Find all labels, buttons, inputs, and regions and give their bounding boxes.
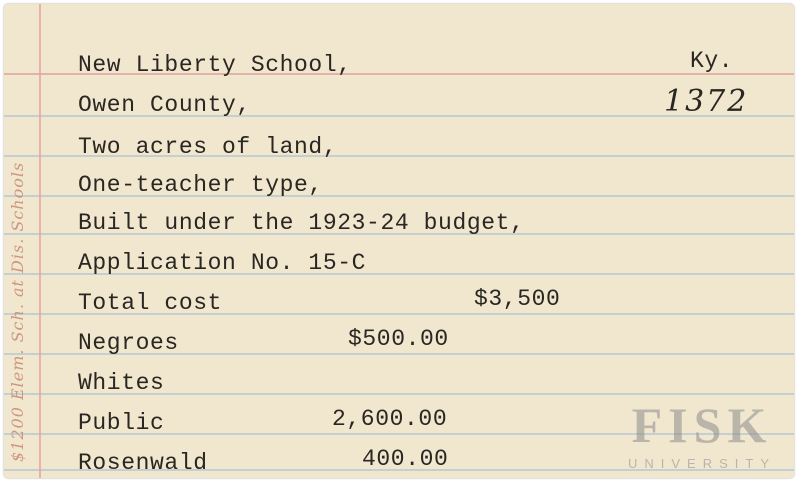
detail-line: Two acres of land, (78, 134, 338, 160)
index-card (4, 4, 794, 478)
contribution-value: $500.00 (348, 326, 449, 352)
margin-note: $1200 Elem. Sch. at Dis. Schools (8, 161, 27, 462)
school-name: New Liberty School, (78, 52, 352, 78)
contribution-value: 2,600.00 (332, 406, 448, 432)
contribution-label: Rosenwald (78, 450, 208, 476)
detail-line: Application No. 15-C (78, 250, 367, 276)
total-cost-value: $3,500 (474, 286, 561, 312)
fisk-watermark (610, 397, 794, 474)
state-abbrev: Ky. (690, 48, 734, 74)
contribution-value: 400.00 (362, 446, 449, 472)
detail-line: Built under the 1923-24 budget, (78, 210, 525, 236)
total-cost-label: Total cost (78, 290, 223, 316)
watermark-word: FISK (631, 397, 773, 453)
watermark-sub: UNIVERSITY (627, 456, 776, 471)
detail-line: One-teacher type, (78, 172, 323, 198)
contribution-label: Negroes (78, 330, 179, 356)
contribution-label: Public (78, 410, 165, 436)
card-number: 1372 (664, 84, 749, 119)
county: Owen County, (78, 92, 251, 118)
contribution-label: Whites (78, 370, 165, 396)
